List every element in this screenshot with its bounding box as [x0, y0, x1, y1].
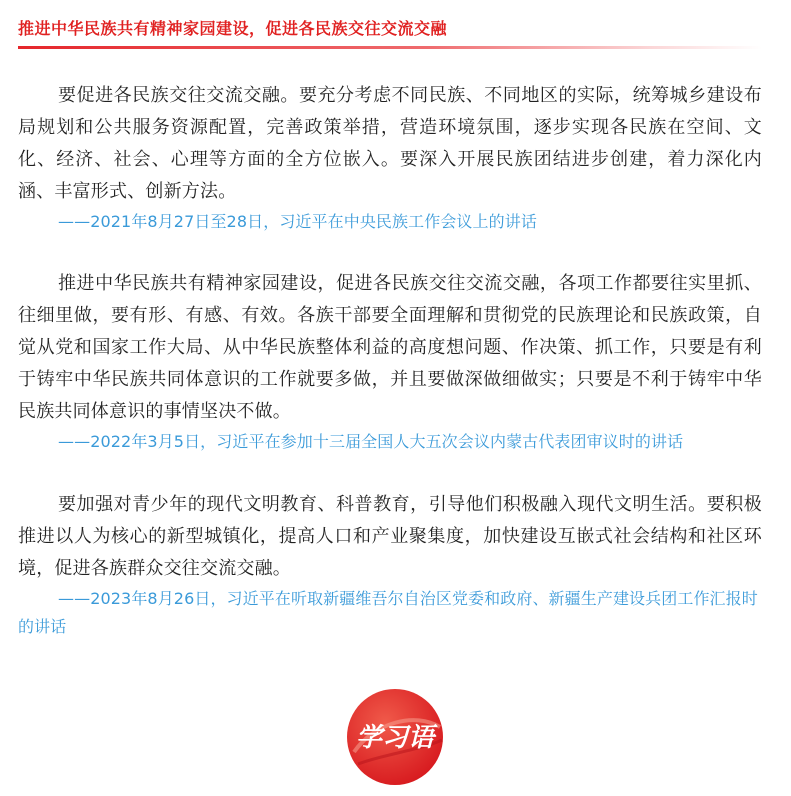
quote-section-3	[18, 489, 762, 641]
logo-text: 学习语	[355, 723, 435, 753]
quote-paragraph: 要促进各民族交往交流交融。要充分考虑不同民族、不同地区的实际，统筹城乡建设布局规划和公共服务资源配置，完善政策举措，营造环境氛围，逐步实现各民族在空间、文化、经济、社会、心理等方面的全方位嵌入。要深入开展民族团结进步创建，着力深化内涵、丰富形式、创新方法。	[18, 85, 762, 202]
quote-source: ——2023年8月26日，习近平在听取新疆维吾尔自治区党委和政府、新疆生产建设兵团工作汇报时的讲话	[18, 589, 758, 636]
quote-section-1	[18, 80, 762, 236]
page-title: 推进中华民族共有精神家园建设，促进各民族交往交流交融	[18, 19, 448, 38]
header-divider	[18, 46, 762, 49]
quote-source: ——2022年3月5日，习近平在参加十三届全国人大五次会议内蒙古代表团审议时的讲话	[58, 432, 684, 451]
quote-section-2	[18, 268, 762, 456]
quote-paragraph: 推进中华民族共有精神家园建设，促进各民族交往交流交融，各项工作都要往实里抓、往细里做，要有形、有感、有效。各族干部要全面理解和贯彻党的民族理论和民族政策，自觉从党和国家工作大局、从中华民族整体利益的高度想问题、作决策、抓工作，只要是有利于铸牢中华民族共同体意识的工作就要多做，并且要做深做细做实；只要是不利于铸牢中华民族共同体意识的事情坚决不做。	[18, 273, 762, 422]
logo-graphic	[340, 682, 450, 792]
quote-paragraph: 要加强对青少年的现代文明教育、科普教育，引导他们积极融入现代文明生活。要积极推进以人为核心的新型城镇化，提高人口和产业聚集度，加快建设互嵌式社会结构和社区环境，促进各族群众交往交流交融。	[18, 494, 762, 579]
quote-source: ——2021年8月27日至28日，习近平在中央民族工作会议上的讲话	[58, 212, 537, 231]
xuexiyu-logo	[340, 682, 450, 792]
article-header	[18, 14, 762, 50]
